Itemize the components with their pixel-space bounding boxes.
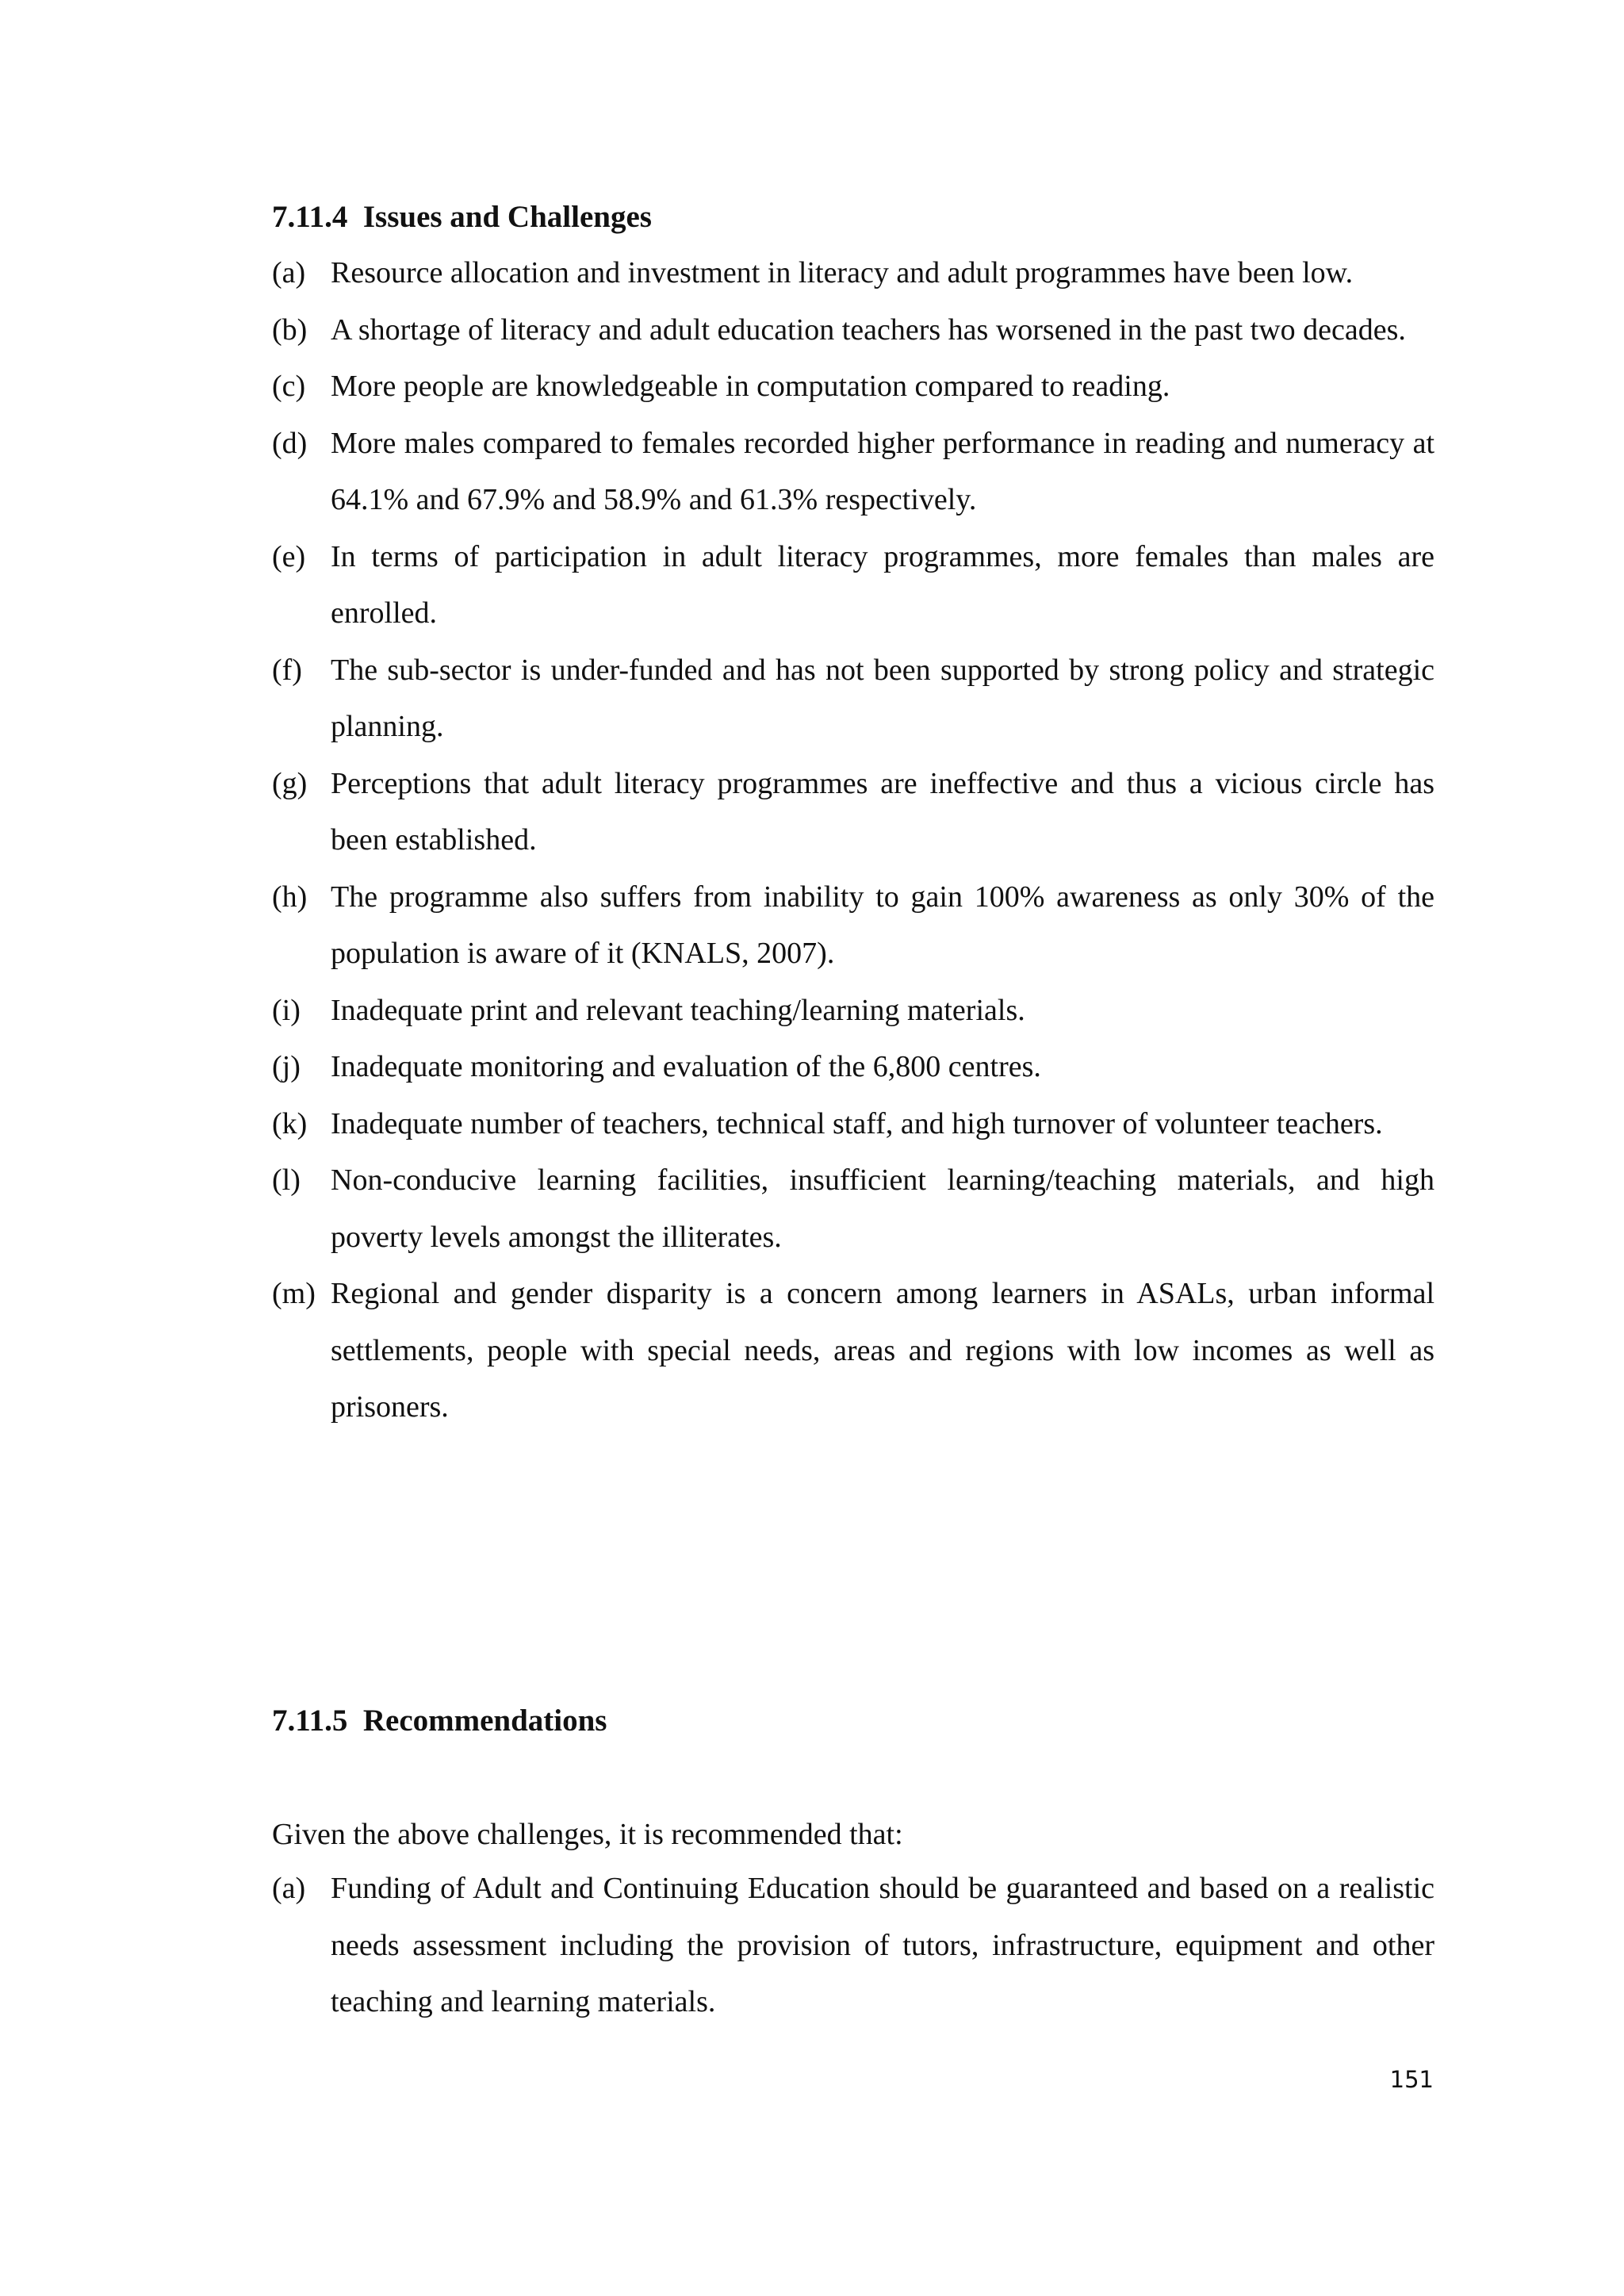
list-item	[272, 416, 1434, 529]
list-item-text: Inadequate monitoring and evaluation of the 6,800 centres.	[331, 1050, 1041, 1083]
list-item-text: The sub-sector is under-funded and has not been supported by strong policy and strategic planning.	[331, 653, 1434, 743]
list-item-text: Inadequate print and relevant teaching/learning materials.	[331, 993, 1025, 1027]
list-item	[272, 1152, 1434, 1266]
page-number: 151	[1389, 2066, 1434, 2093]
section-heading-recommendations: 7.11.5 Recommendations	[272, 1704, 607, 1738]
list-marker: (h)	[272, 880, 308, 914]
list-marker: (a)	[272, 256, 306, 289]
issues-list	[272, 245, 1434, 1436]
list-item	[272, 756, 1434, 869]
list-marker: (c)	[272, 370, 306, 403]
list-marker: (b)	[272, 312, 308, 347]
list-marker: (l)	[272, 1163, 301, 1197]
list-item-text: Non-conducive learning facilities, insufficient learning/teaching materials, and high poverty levels amongst the illiterates.	[331, 1163, 1434, 1254]
section-heading-issues: 7.11.4 Issues and Challenges	[272, 200, 652, 234]
recommendations-list	[272, 1861, 1434, 2031]
list-item	[272, 1096, 1434, 1153]
list-item-text: More people are knowledgeable in computation compared to reading.	[331, 370, 1170, 403]
list-marker: (k)	[272, 1106, 308, 1140]
list-item-text: Funding of Adult and Continuing Education should be guaranteed and based on a realistic needs assessment including the provision of tutors, infrastructure, equipment and other teaching and learning materials.	[331, 1872, 1434, 2018]
list-item-text: More males compared to females recorded higher performance in reading and numeracy at 64.1% and 67.9% and 58.9% and 61.3% respectively.	[331, 426, 1434, 516]
list-marker: (i)	[272, 993, 301, 1027]
list-item	[272, 642, 1434, 756]
list-marker: (f)	[272, 653, 302, 687]
list-item	[272, 983, 1434, 1040]
list-marker: (j)	[272, 1050, 301, 1083]
list-marker: (a)	[272, 1872, 306, 1905]
list-item-text: The programme also suffers from inability to gain 100% awareness as only 30% of the population is aware of it (KNALS, 2007).	[331, 880, 1434, 970]
list-item	[272, 302, 1434, 359]
list-item	[272, 1039, 1434, 1096]
list-marker: (d)	[272, 426, 308, 460]
list-item	[272, 1266, 1434, 1436]
list-item-text: A shortage of literacy and adult education teachers has worsened in the past two decades.	[331, 312, 1406, 347]
list-item-text: In terms of participation in adult literacy programmes, more females than males are enrolled.	[331, 539, 1434, 630]
list-item-text: Resource allocation and investment in literacy and adult programmes have been low.	[331, 256, 1354, 289]
list-item-text: Regional and gender disparity is a concern among learners in ASALs, urban informal settlements, people with special needs, areas and regions with low incomes as well as prisoners.	[331, 1277, 1434, 1424]
list-item	[272, 529, 1434, 642]
list-marker: (g)	[272, 766, 308, 800]
list-item	[272, 358, 1434, 416]
list-marker: (e)	[272, 539, 306, 573]
list-marker: (m)	[272, 1277, 316, 1310]
list-item-text: Inadequate number of teachers, technical staff, and high turnover of volunteer teachers.	[331, 1106, 1383, 1140]
list-item	[272, 869, 1434, 983]
recommendations-intro: Given the above challenges, it is recommended that:	[272, 1818, 903, 1851]
list-item-text: Perceptions that adult literacy programmes are ineffective and thus a vicious circle has been established.	[331, 766, 1434, 857]
list-item	[272, 245, 1434, 302]
list-item	[272, 1861, 1434, 2031]
